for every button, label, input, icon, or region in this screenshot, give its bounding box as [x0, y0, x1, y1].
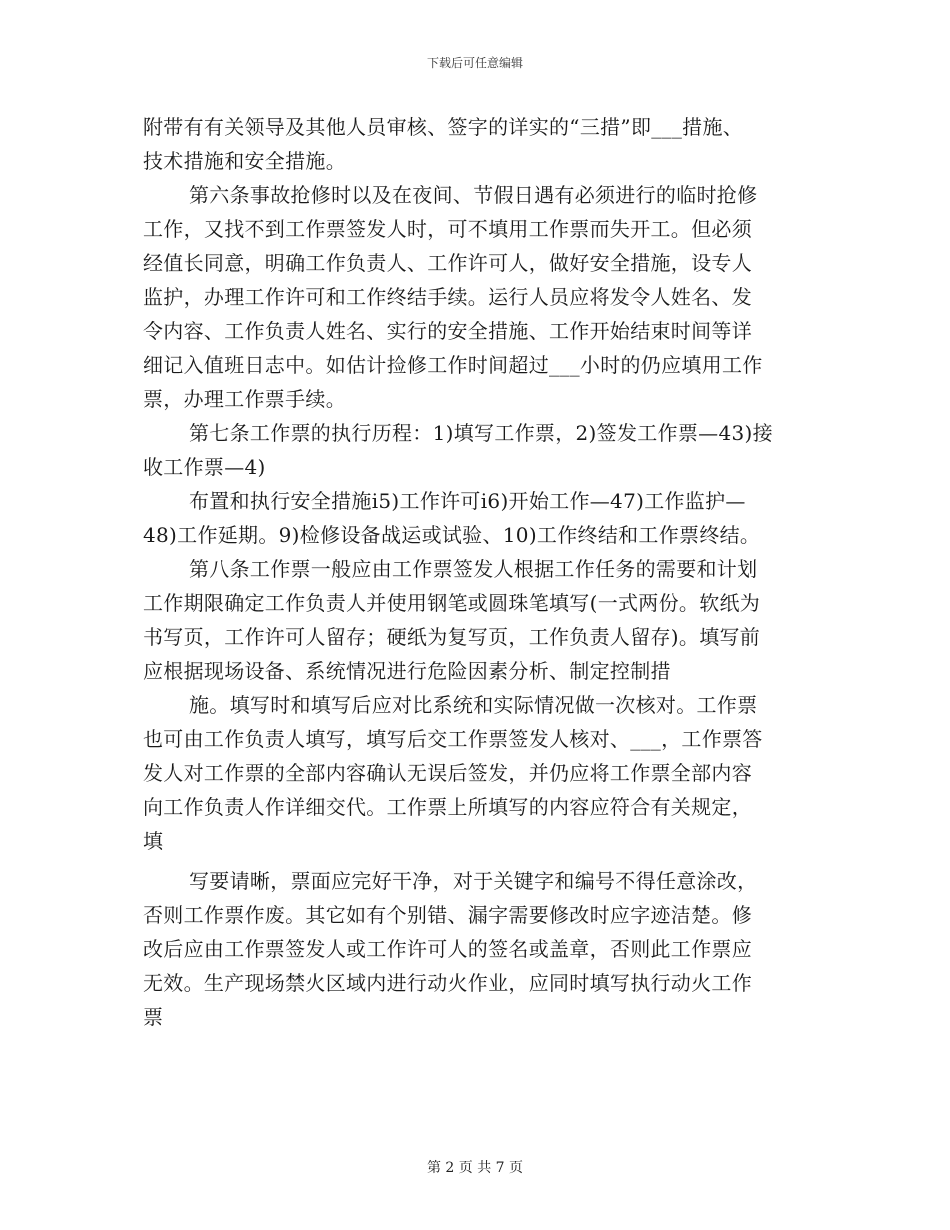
text-line: 票 — [143, 1005, 164, 1029]
text-line: 发人对工作票的全部内容确认无误后签发，并仍应将工作票全部内容 — [143, 761, 752, 785]
text-line: 布置和执行安全措施i5)工作许可i6)开始工作—47)工作监护— — [189, 489, 746, 513]
text-line: 无效。生产现场禁火区域内进行动火作业，应同时填写执行动火工作 — [143, 971, 752, 995]
text-line: 应根据现场设备、系统情况进行危险因素分析、制定控制措 — [143, 659, 671, 683]
text-line: 工作期限确定工作负责人并使用钢笔或圆珠笔填写(一式两份。软纸为 — [143, 591, 761, 615]
text-line: 也可由工作负责人填写，填写后交工作票签发人核对、___，工作票答 — [143, 727, 763, 751]
text-line: 否则工作票作废。其它如有个别错、漏字需要修改时应字迹洁楚。修 — [143, 903, 752, 927]
text-line: 技术措施和安全措施。 — [143, 149, 346, 173]
text-line: 令内容、工作负责人姓名、实行的安全措施、工作开始结束时间等详 — [143, 319, 752, 343]
text-line: 附带有有关领导及其他人员审核、签字的详实的“三措”即___措施、 — [143, 115, 744, 139]
text-line: 填 — [143, 829, 164, 853]
text-line: 收工作票—4) — [143, 455, 266, 479]
text-line: 工作，又找不到工作票签发人时，可不填用工作票而失开工。但必须 — [143, 217, 752, 241]
text-line: 写要请晰，票面应完好干净，对于关键字和编号不得任意涂改， — [189, 869, 758, 893]
text-line: 经值长同意，明确工作负责人、工作许可人，做好安全措施，设专人 — [143, 251, 752, 275]
text-line: 细记入值班日志中。如估计捡修工作时间超过___小时的仍应填用工作 — [143, 353, 763, 377]
text-line: 第八条工作票一般应由工作票签发人根据工作任务的需要和计划 — [189, 557, 758, 581]
text-line: 改后应由工作票签发人或工作许可人的签名或盖章，否则此工作票应 — [143, 937, 752, 961]
text-line: 48)工作延期。9)检修设备战运或试验、10)工作终结和工作票终结。 — [143, 523, 761, 547]
text-line: 票，办理工作票手续。 — [143, 387, 346, 411]
text-line: 第六条事故抢修时以及在夜间、节假日遇有必须进行的临时抢修 — [189, 183, 758, 207]
page-footer: 第 2 页 共 7 页 — [426, 1160, 524, 1176]
text-line: 第七条工作票的执行历程：1)填写工作票，2)签发工作票—43)接 — [189, 421, 773, 445]
text-line: 向工作负责人作详细交代。工作票上所填写的内容应符合有关规定， — [143, 795, 752, 819]
text-line: 监护，办理工作许可和工作终结手续。运行人员应将发令人姓名、发 — [143, 285, 752, 309]
document-body — [143, 110, 813, 1034]
page-header: 下载后可任意编辑 — [426, 56, 523, 70]
text-line: 书写页，工作许可人留存；硬纸为复写页，工作负责人留存)。填写前 — [143, 625, 761, 649]
text-line: 施。填写时和填写后应对比系统和实际情况做一次核对。工作票 — [189, 693, 758, 717]
